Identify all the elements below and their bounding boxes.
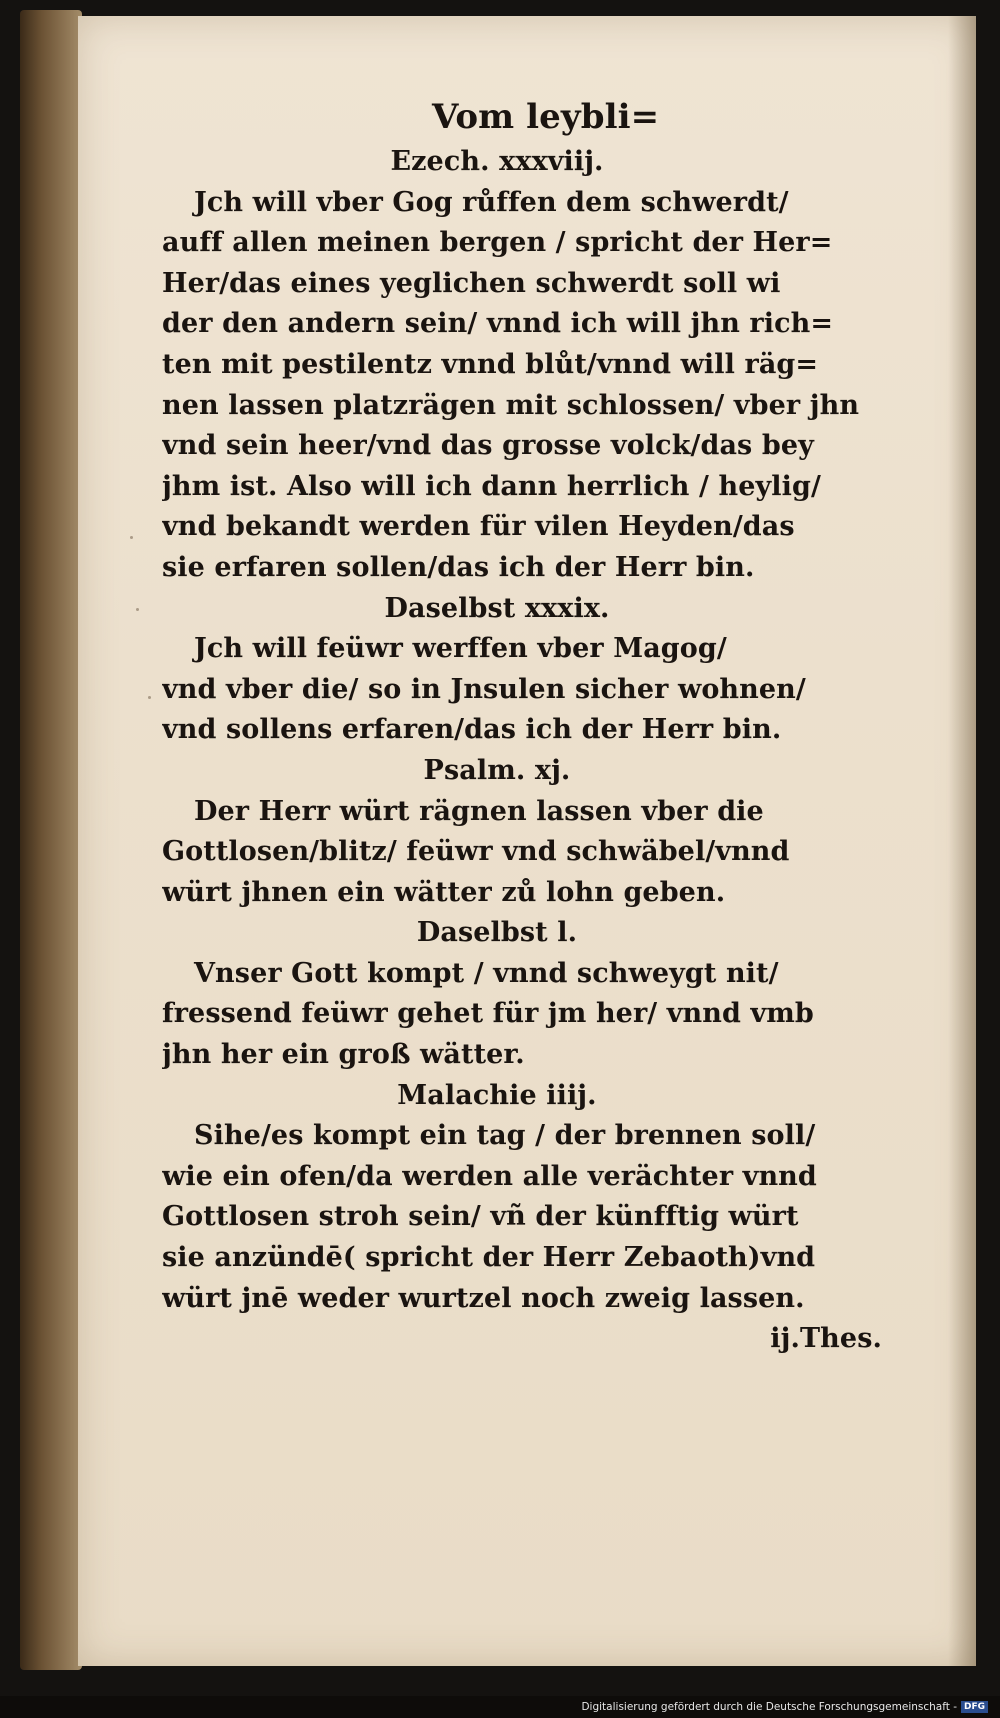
running-head: Vom leybli= [432,97,660,137]
text-line: Sihe/es kompt ein tag / der brennen soll/ [194,1120,816,1152]
text-line: Gottlosen stroh sein/ vñ der künfftig würt [162,1201,799,1233]
text-line: jhm ist. Also will ich dann herrlich / heylig/ [162,470,821,502]
text-line: würt jnē weder wurtzel noch zweig lassen. [162,1282,805,1314]
text-line: sie anzündē( spricht der Herr Zebaoth)vnd [162,1242,816,1274]
text-line: Jch will vber Gog růffen dem schwerdt/ [194,186,789,218]
text-line: vnd bekandt werden für vilen Heyden/das [162,511,795,543]
text-line: ten mit pestilentz vnnd blůt/vnnd will räg= [162,348,819,380]
digitization-credit [581,1700,988,1714]
text-lines [162,142,892,1360]
text-line: jhn her ein groß wätter. [162,1039,525,1071]
text-line: der den andern sein/ vnnd ich will jhn rich= [162,308,834,340]
paper-speck [130,536,133,539]
dfg-logo: DFG [961,1701,988,1713]
scripture-reference: Psalm. xj. [423,754,571,786]
scripture-reference: Daselbst l. [416,917,578,949]
text-line: Vnser Gott kompt / vnnd schweygt nit/ [194,957,779,989]
text-line: auff allen meinen bergen / spricht der Her= [162,227,833,259]
catchword: ij.Thes. [770,1323,882,1355]
text-line: Gottlosen/blitz/ feüwr vnd schwäbel/vnnd [162,836,790,868]
text-line: vnd vber die/ so in Jnsulen sicher wohnen/ [162,673,806,705]
text-line: wie ein ofen/da werden alle verächter vnnd [162,1160,817,1192]
text-line: nen lassen platzrägen mit schlossen/ vber jhn [162,389,860,421]
text-line: vnd sein heer/vnd das grosse volck/das bey [162,430,814,462]
scripture-reference: Daselbst xxxix. [384,592,610,624]
paper-speck [148,696,151,699]
scripture-reference: Malachie iiij. [397,1079,597,1111]
text-line: fressend feüwr gehet für jm her/ vnnd vmb [162,998,814,1030]
footer-bar [0,1696,1000,1718]
text-line: Her/das eines yeglichen schwerdt soll wi [162,267,781,299]
text-line: würt jhnen ein wätter zů lohn geben. [162,876,726,908]
text-line: sie erfaren sollen/das ich der Herr bin. [162,551,755,583]
text-line: Der Herr würt rägnen lassen vber die [194,795,764,827]
scripture-reference: Ezech. xxxviij. [390,146,604,177]
paper-speck [136,608,139,611]
page-right-edge-shadow [948,16,976,1666]
digitization-credit-text: Digitalisierung gefördert durch die Deutsche Forschungsgemeinschaft - [581,1701,957,1713]
book-binding-edge [20,10,82,1670]
page-text-block [162,92,892,1360]
text-line: Jch will feüwr werffen vber Magog/ [194,633,727,665]
text-line: vnd sollens erfaren/das ich der Herr bin. [162,714,782,746]
